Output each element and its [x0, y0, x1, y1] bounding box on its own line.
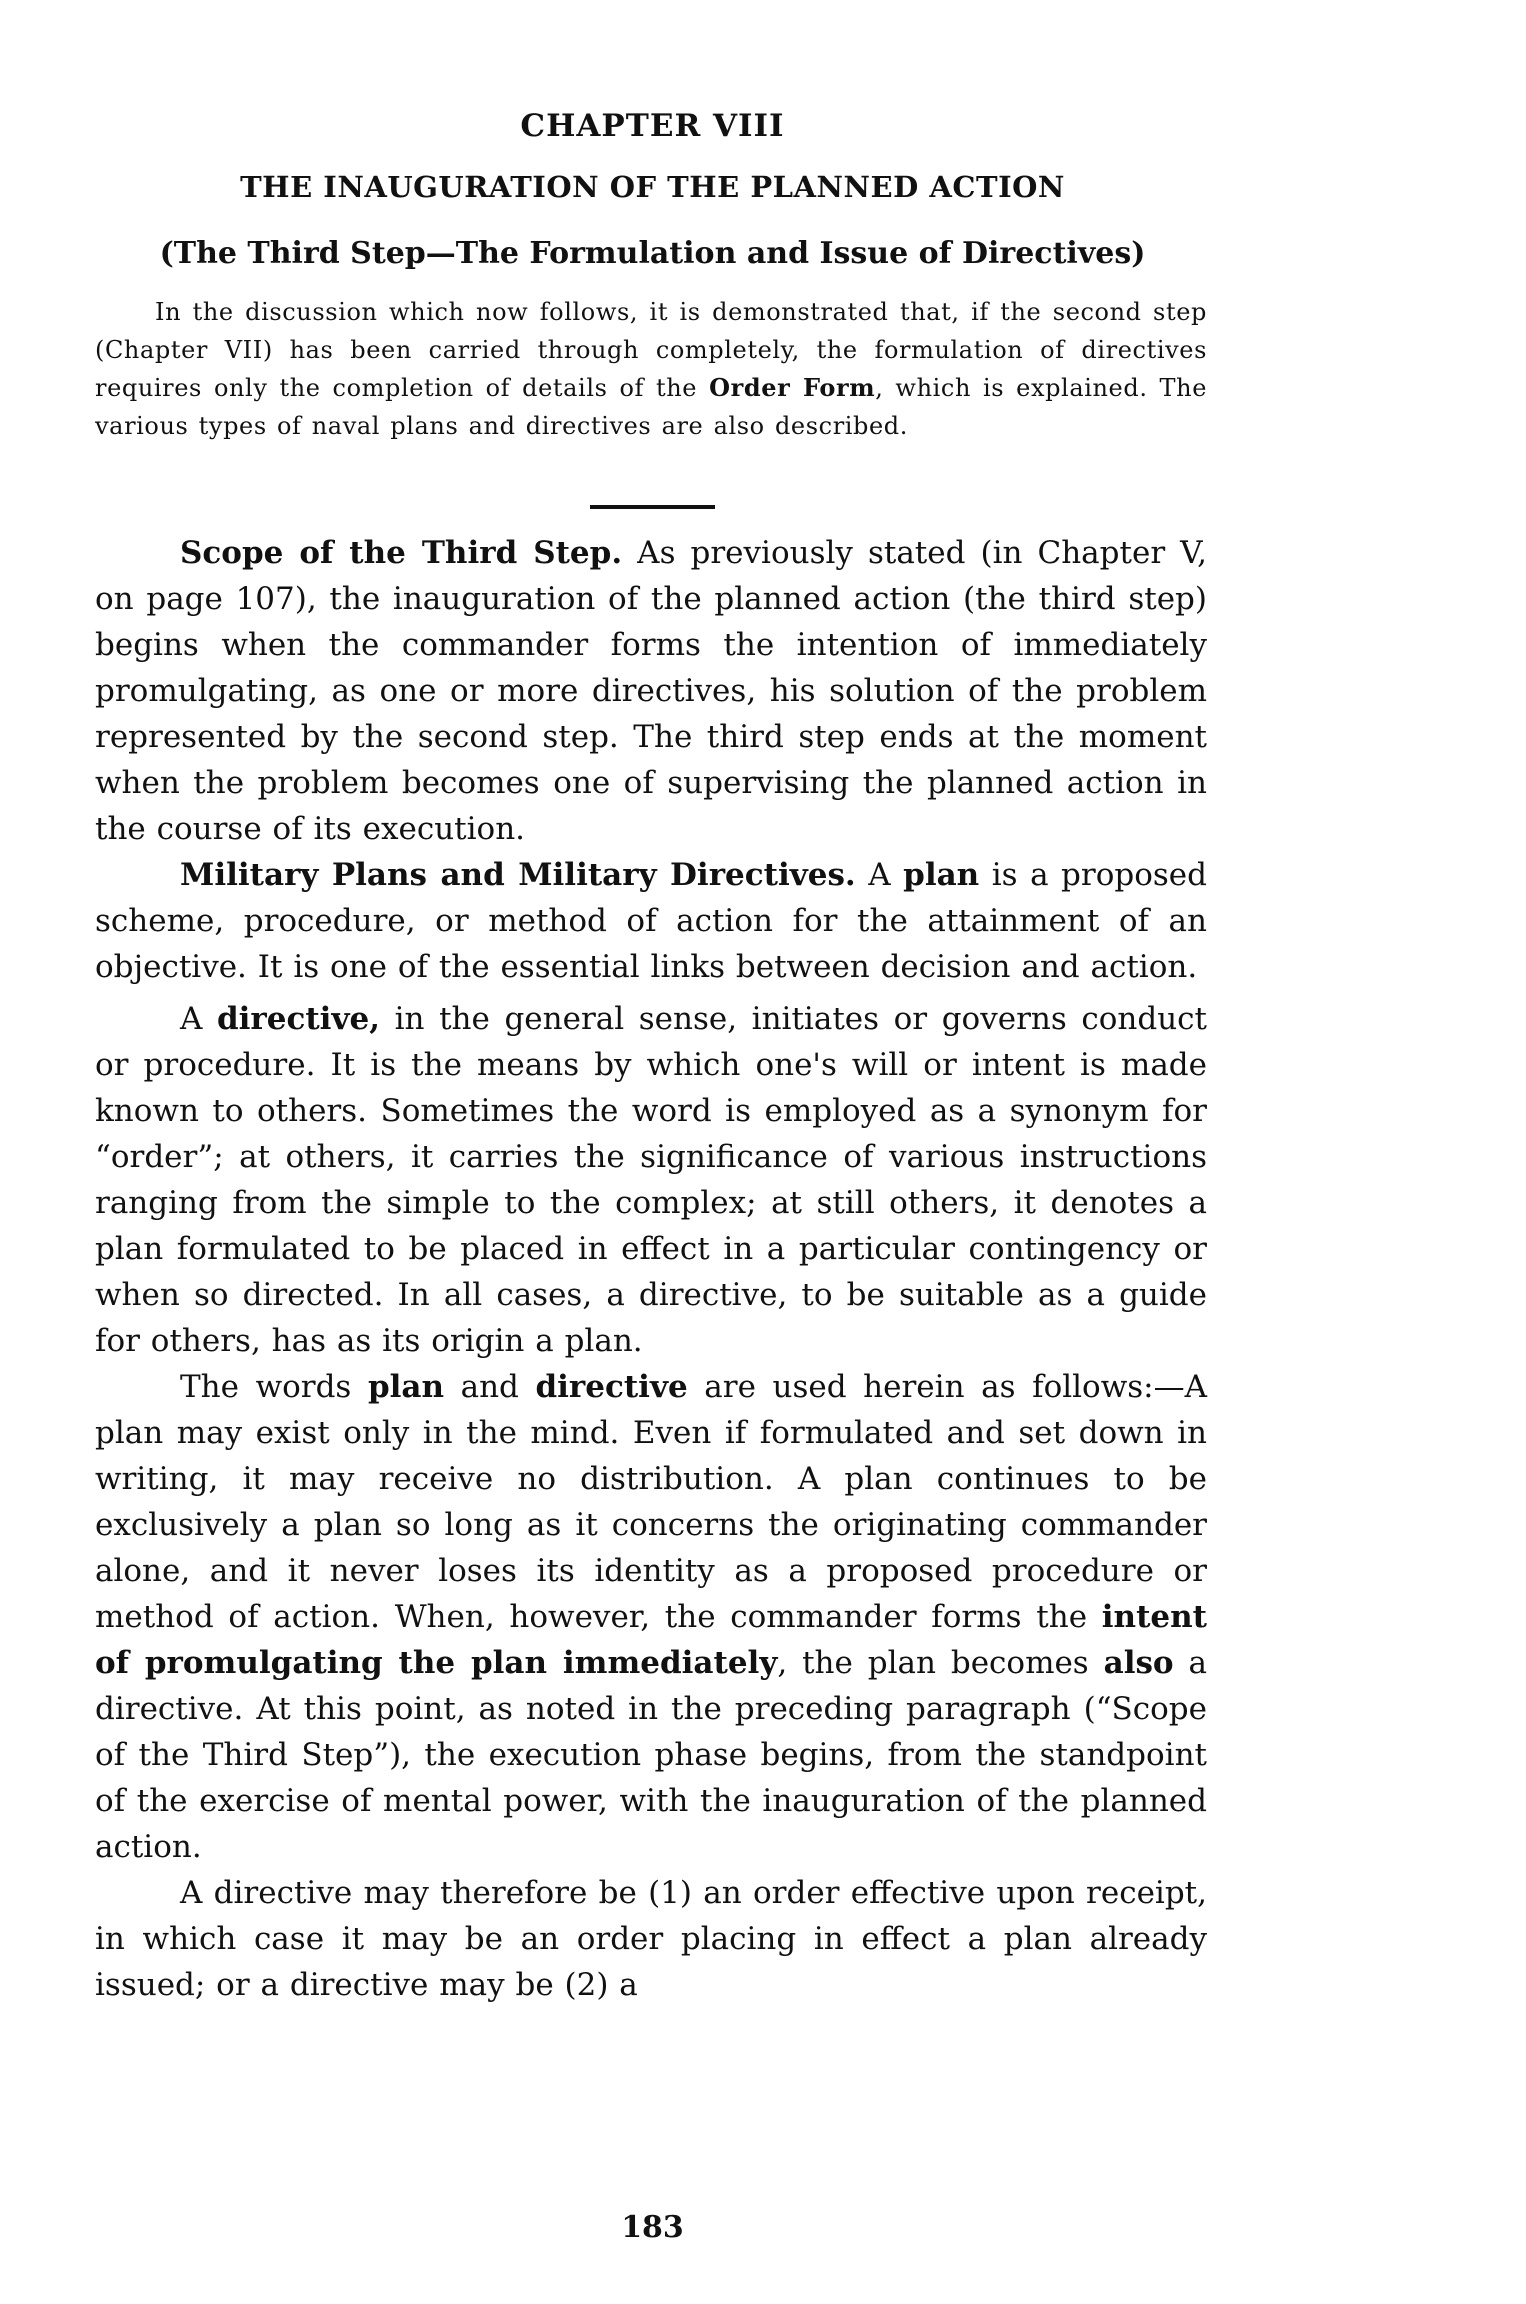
paragraph-directive-types — [95, 1870, 1207, 2008]
paragraph-text: in the general sense, initiates or governs conduct or procedure. It is the means by which one's will or intent is made known to others. Sometimes the word is employed as a synonym for “order”; at others, it carries the significance of various instructions ranging from the simple to the complex; at still others, it denotes a plan formulated to be placed in effect in a particular contingency or when so directed. In all cases, a directive, to be suitable as a guide for others, has as its origin a plan. — [95, 1001, 1207, 1359]
paragraph-text: a directive. At this point, as noted in the preceding paragraph (“Scope of the Third Step”), the execution phase begins, from the standpoint of the exercise of mental power, with the inauguration of the planned action. — [95, 1645, 1207, 1865]
bold-term: plan — [367, 1369, 445, 1405]
paragraph-directive — [95, 996, 1207, 1364]
paragraph-military-plans — [95, 852, 1207, 990]
abstract-bold-term: Order Form — [709, 373, 876, 402]
paragraph-text: and — [444, 1369, 536, 1405]
paragraph-text: The words — [180, 1369, 368, 1405]
bold-term: directive, — [216, 1001, 380, 1037]
abstract-text: , which is explained. The various types of naval plans and directives are also described. — [95, 374, 1207, 440]
bold-term: directive — [535, 1369, 688, 1405]
abstract-text: In the discussion which now follows, it is demonstrated that, if the second step (Chapter VII) has been carried through completely, the formulation of directives requires only the completion of details of the — [95, 298, 1207, 402]
bold-term: also — [1103, 1645, 1174, 1681]
page-number: 183 — [621, 2210, 684, 2245]
paragraph-text: As previously stated (in Chapter V, on page 107), the inauguration of the planned action (the third step) begins when the commander forms the intention of immediately promulgating, as one or more directives, his solution of the problem represented by the second step. The third step ends at the moment when the problem becomes one of supervising the planned action in the course of its execution. — [95, 535, 1207, 847]
bold-term: plan — [903, 857, 980, 893]
bold-term: intent of promulgating the plan immediately — [95, 1599, 1207, 1681]
paragraph-words — [95, 1364, 1207, 1870]
chapter-title: THE INAUGURATION OF THE PLANNED ACTION — [240, 170, 1065, 204]
paragraph-scope — [95, 530, 1207, 852]
paragraph-heading: Military Plans and Military Directives. — [180, 857, 856, 893]
section-divider — [590, 505, 715, 509]
chapter-number: CHAPTER VIII — [520, 108, 785, 144]
chapter-abstract — [95, 294, 1207, 445]
paragraph-text: are used herein as follows:—A plan may exist only in the mind. Even if formulated and set down in writing, it may receive no distribution. A plan continues to be exclusively a plan so long as it concerns the originating commander alone, and it never loses its identity as a proposed procedure or method of action. When, however, the commander forms the — [95, 1369, 1207, 1635]
paragraph-heading: Scope of the Third Step. — [180, 535, 623, 571]
body-text — [95, 530, 1207, 2008]
paragraph-text: A directive may therefore be (1) an order effective upon receipt, in which case it may be an order placing in effect a plan already issued; or a directive may be (2) a — [95, 1875, 1207, 2003]
paragraph-text: is a proposed scheme, procedure, or method of action for the attainment of an objective. It is one of the essential links between decision and action. — [95, 857, 1207, 985]
paragraph-text: A — [180, 1001, 217, 1037]
paragraph-text: A — [855, 857, 904, 893]
paragraph-text: , the plan becomes — [777, 1645, 1104, 1681]
chapter-subtitle: (The Third Step—The Formulation and Issue of Directives) — [159, 236, 1146, 271]
